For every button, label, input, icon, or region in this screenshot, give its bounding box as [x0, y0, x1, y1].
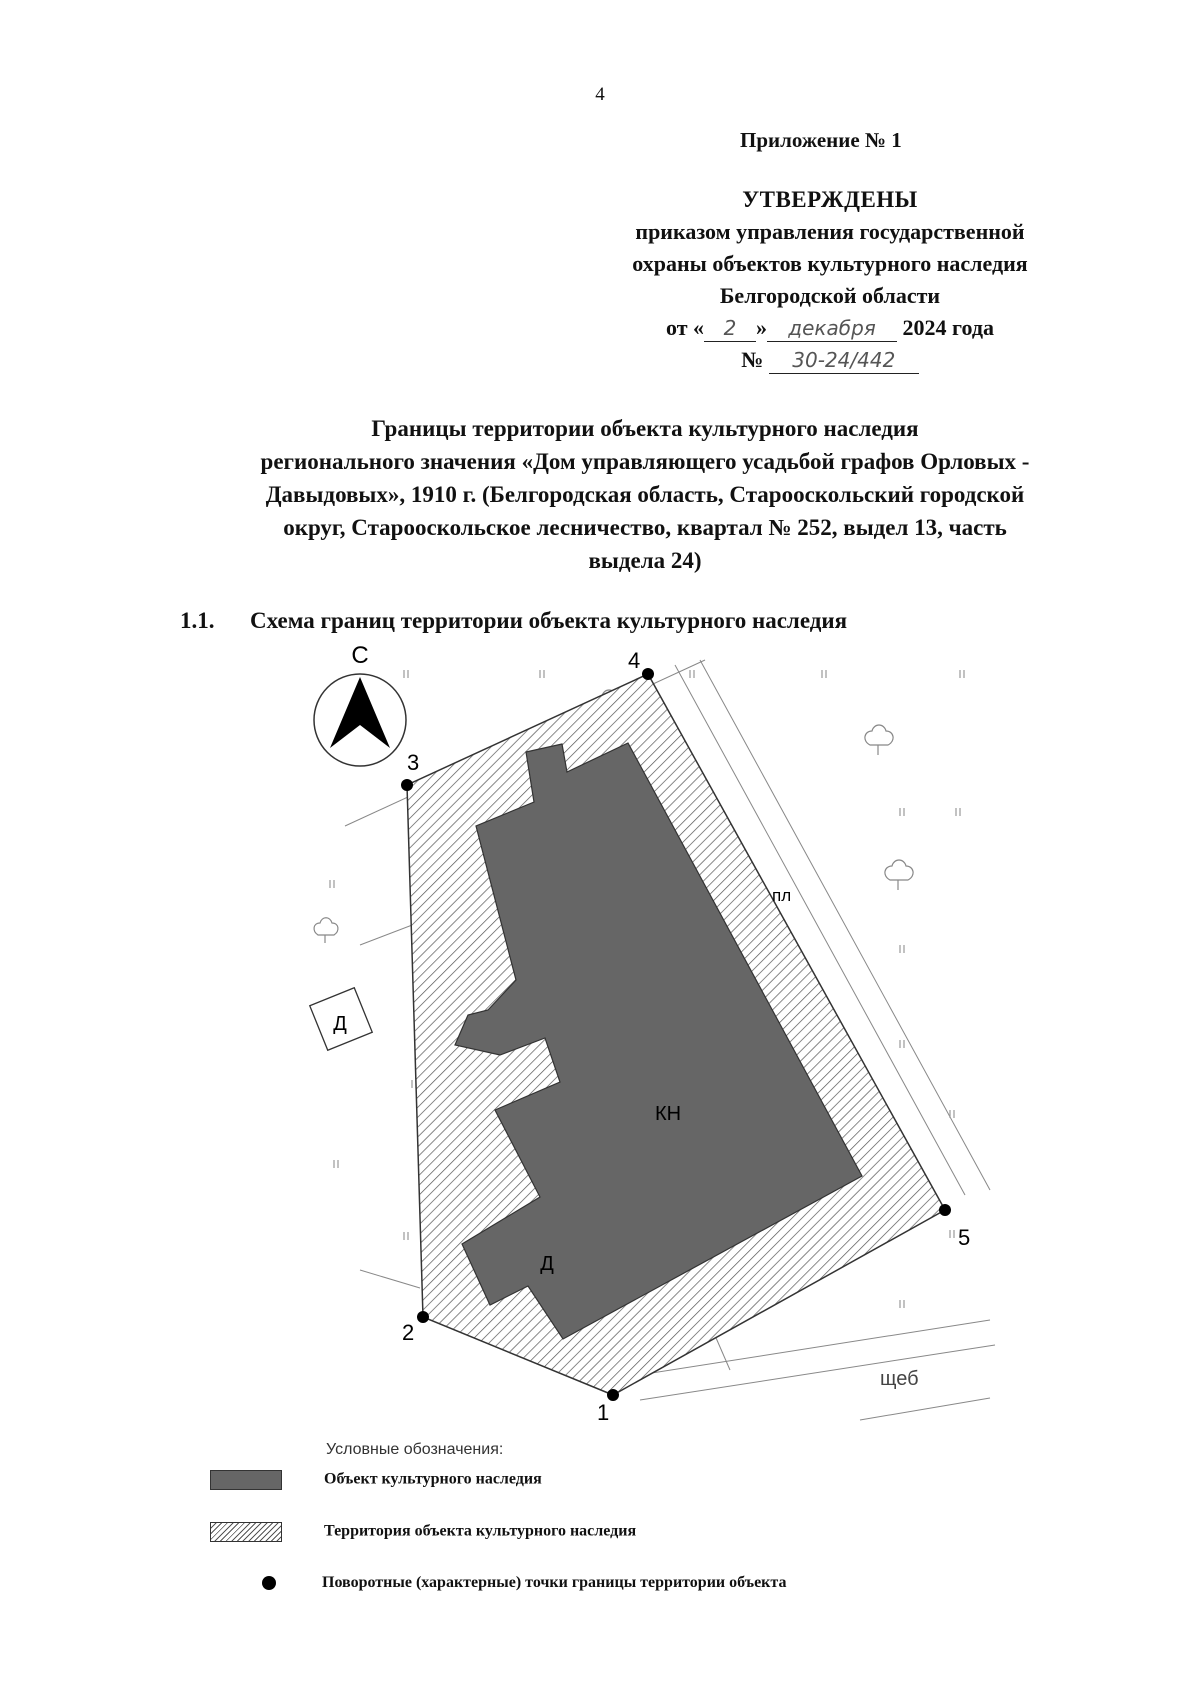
legend-heading: Условные обозначения: [326, 1441, 504, 1458]
date-mid: » [756, 315, 768, 340]
north-label: С [351, 642, 369, 669]
object-label-d: Д [540, 1253, 554, 1275]
legend-text: Объект культурного наследия [324, 1470, 542, 1488]
legend-text: Поворотные (характерные) точки границы территории объекта [322, 1574, 787, 1591]
point-label: 5 [958, 1225, 971, 1250]
boundary-scheme-map [260, 640, 1020, 1430]
title-line: выдела 24) [588, 548, 702, 573]
legend-point-swatch [210, 1574, 280, 1592]
legend-item [210, 1470, 542, 1490]
order-date-line [560, 312, 1100, 344]
section-heading [180, 608, 847, 634]
legend-item [210, 1574, 786, 1592]
document-title [150, 412, 1140, 577]
point-label: 3 [407, 750, 420, 775]
title-line: регионального значения «Дом управляющего усадьбой графов Орловых - [260, 449, 1030, 474]
point-label: 1 [597, 1400, 610, 1425]
small-building-label: Д [333, 1013, 347, 1035]
date-month: декабря [767, 315, 897, 342]
point-label: 2 [402, 1320, 415, 1345]
boundary-point [401, 779, 413, 791]
date-day: 2 [704, 315, 756, 342]
order-line-2: охраны объектов культурного наследия [632, 251, 1028, 276]
order-line-1: приказом управления государственной [635, 219, 1025, 244]
approved-heading: УТВЕРЖДЕНЫ [742, 187, 918, 212]
order-number-line [560, 344, 1100, 376]
legend-text: Территория объекта культурного наследия [324, 1522, 637, 1540]
legend-item [210, 1522, 636, 1542]
approval-block [560, 184, 1100, 376]
appendix-label: Приложение № 1 [740, 128, 902, 152]
title-line: Границы территории объекта культурного наследия [371, 416, 919, 441]
boundary-point [939, 1204, 951, 1216]
date-prefix: от « [666, 315, 705, 340]
point-label: 4 [628, 648, 641, 673]
legend-territory-swatch [210, 1522, 282, 1542]
section-number: 1.1. [180, 608, 215, 633]
boundary-point [642, 668, 654, 680]
road-label-scheb: щеб [880, 1368, 919, 1390]
title-line: Давыдовых», 1910 г. (Белгородская область, Старооскольский городской [265, 482, 1025, 507]
road-label-pl: пл [772, 886, 792, 905]
number-prefix: № [741, 347, 764, 372]
order-number: 30-24/442 [769, 347, 919, 374]
boundary-point [417, 1311, 429, 1323]
page-number: 4 [595, 84, 605, 105]
date-year: 2024 года [902, 315, 994, 340]
title-line: округ, Старооскольское лесничество, квартал № 252, выдел 13, часть [283, 515, 1007, 540]
section-text: Схема границ территории объекта культурного наследия [250, 608, 848, 633]
legend-object-swatch [210, 1470, 282, 1490]
order-line-3: Белгородской области [719, 283, 941, 308]
north-arrow-icon [314, 642, 406, 766]
object-label-kn: КН [654, 1103, 682, 1125]
